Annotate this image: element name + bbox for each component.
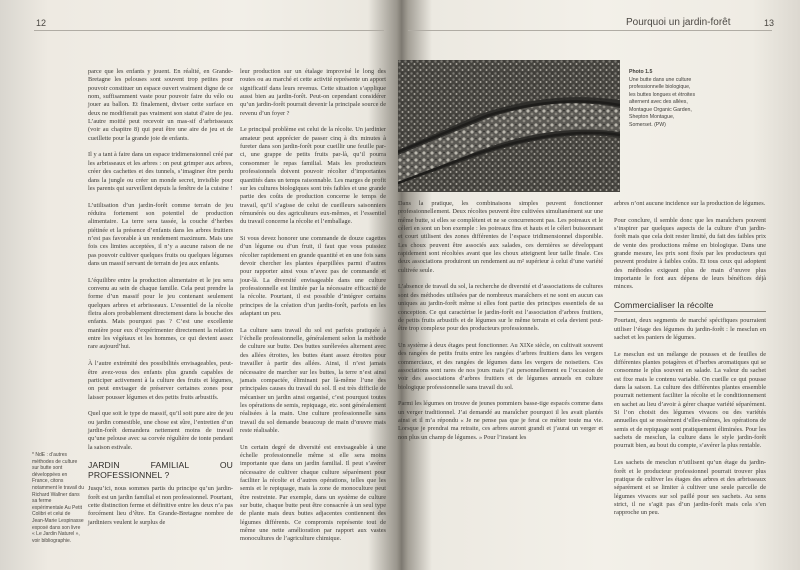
paragraph: L’utilisation d’un jardin-forêt comme terrain de jeu réduira fortement son potentiel de production alimentaire. La terre sera tassée, la couche d’herbes piétinée et la présence d’enfants dans les arbres fruitiers n’est pas favorable à un rendement maximum. Mais une fois ces limites acceptées, il n’y a aucune raison de ne pas pouvoir cultiver quelques fruits ou quelques légumes dans un massif servant de terrain de jeu aux enfants. xyxy=(88,201,233,267)
paragraph: Dans la pratique, les combinaisons simples peuvent fonctionner professionnellement. Deux récoltes peuvent être cultivées simultanément sur une même butte, si elles se complètent et ne se concurrencent pas. Les poireaux et le céleri en sont un bon exemple : les poireaux fins et hauts et le céleri buissonnant et court utilisent des zones différentes de l’espace tridimensionnel disponible. Les choux peuvent être associés aux salades, ces dernières se développant rapidement sont récoltées avant que les choux atteignent leur taille finale. Ces deux associations produiront un rendement au m² supérieur à celui d’une variété cultivée seule. xyxy=(398,200,603,274)
paragraph: Le principal problème est celui de la récolte. Un jardinier amateur peut apprécier de passer cinq à dix minutes à fureter dans son jardin-forêt pour cueillir une feuille par-ci, une grappe de petits fruits par-là, qu’il pourra consommer le repas familial. Mais les producteurs professionnels doivent pouvoir récolter d’importantes quantités dans un temps raisonnable. Les marges de profit sur les cultures biologiques sont très faibles et une grande partie des coûts de production concerne le temps de travail, qu’il s’agisse de celui de cueilleurs saisonniers rémunérés ou des agriculteurs eux-mêmes, et l’essentiel du travail concerne la récolte et l’emballage. xyxy=(240,126,386,226)
running-head: Pourquoi un jardin-forêt xyxy=(626,17,731,28)
paragraph: Il y a tant à faire dans un espace tridimensionnel créé par les arbrisseaux et les arbres : on peut grimper aux arbres, créer des cachettes et des tunnels, s’imaginer être perdu dans la jungle ou créer un monde secret, invisible pour les parents qui surveillent depuis la fenêtre de la cuisine ! xyxy=(88,151,233,192)
right-page-number: 13 xyxy=(764,18,775,28)
left-header-rule xyxy=(34,30,384,31)
section-heading: Commercialiser la récolte xyxy=(614,300,766,312)
paragraph: Jusqu’ici, nous sommes partis du principe qu’un jardin-forêt est un jardin familial et non professionnel. Pourtant, cette distinction ferme et définitive entre les deux n’a pas forcément lieu d’être. En Grande-Bretagne nombre de jardiniers veulent le surplus de xyxy=(88,485,233,526)
paragraph: Un certain degré de diversité est envisageable à une échelle professionnelle même si elle sera moins importante que dans un jardin familial. Il peut s’avérer nécessaire de cultiver chaque culture séparément pour faciliter la récolte et d’autres opérations, telles que les semis et le repiquage, mais la zone de monoculture peut être restreinte. Par exemple, dans un système de culture sur butte, chaque butte peut être consacrée à un seul type de plante mais deux buttes adjacentes contiennent des légumes différents. Ce compromis représente tout de même une nette amélioration par rapport aux vastes monocultures de l’agriculture chimique. xyxy=(240,443,386,543)
paragraph: Un système à deux étages peut fonctionner. Au XIXe siècle, on cultivait souvent des rangées de petits fruits entre les rangées d’arbres fruitiers dans les vergers commerciaux, et des rangées de légumes dans les vergers de noisetiers. Ces associations sont rares de nos jours mais j’ai personnellement eu l’occasion de voir des associations d’arbres fruitiers et de légumes annuels en culture biologique professionnelle sans travail du sol. xyxy=(398,341,603,391)
paragraph: Pour conclure, il semble donc que les maraîchers pouvent s’inspirer par quelques aspects de la culture d’un jardin-forêt mais que cela doit rester limité, du fait des faibles prix de vente des productions même en biologique. Dans une grande mesure, les prix sont fixés par les producteurs qui peuvent produire à faibles coûts. Et tous ceux qui adoptent des méthodes exigeant plus de main d’œuvre plus importante le font aux dépens de leurs bénéfices déjà minces. xyxy=(614,216,766,291)
right-column-1 xyxy=(398,200,603,451)
photo-image xyxy=(398,60,620,192)
paragraph: L’absence de travail du sol, la recherche de diversité et d’associations de cultures sont des méthodes utilisées par de nombreux maraîchers et ne sont en aucun cas uniques au jardin-forêt même si elles font partie des principes essentiels de sa conception. Ce qui caractérise le jardin-forêt est l’association d’arbres fruitiers, de petits fruits arbustifs et de légumes sur le même terrain et cela devient peut-être trop complexe pour des producteurs professionnels. xyxy=(398,283,603,333)
paragraph: Pourtant, deux segments de marché spécifiques pourraient utiliser l’étage des légumes du jardin-forêt : le mesclun en sachet et les paniers de légumes. xyxy=(614,317,766,341)
left-page-number: 12 xyxy=(36,18,47,28)
margin-note: * NdE : d’autres méthodes de culture sur butte sont développées en France, citons notamment le travail du Richard Wallner dans sa ferme expérimentale Au Petit Colibri et celui de Jean-Marie Lespinasse exposé dans son livre « Le Jardin Naturel », voir bibliographie. xyxy=(32,452,84,544)
paragraph: La culture sans travail du sol est parfois pratiquée à l’échelle professionnelle, généralement selon la méthode de culture sur butte. Des buttes surélevées alternent avec des allées étroites, les buttes étant assez étroites pour travailler à partir des allées. Ainsi, il n’est jamais nécessaire de marcher sur les buttes, la terre n’est ainsi jamais compactée, éliminant par là-même l’une des principales causes du travail du sol. Il est très difficile de mécaniser un jardin ainsi organisé, c’est pourquoi toutes les opérations de semis, repiquage, etc. sont généralement réalisées à la main. Une culture professionnelle sans travail du sol demande beaucoup de main d’œuvre mais reste réalisable. xyxy=(240,326,386,434)
section-heading: JARDIN FAMILIAL OU PROFESSIONNEL ? xyxy=(88,460,233,481)
paragraph: Parmi les légumes on trouve de jeunes pommiers basse-tige espacés comme dans un verger traditionnel. J’ai demandé au maraîcher pourquoi il les avait plantés ainsi et il m’a répondu « Je ne pense pas que je ferai ce métier toute ma vie. Lorsque je prendrai ma retraite, ces arbres auront grandi et j’aurai un verger et non plus un champ de légumes. » Pour l’instant les xyxy=(398,400,603,441)
photo-caption-text: Une butte dans une culture professionnelle biologique, les buttes longues et étroites alternent avec des allées, Montague Organic Garden, Shepton Montague, Somerset. (PW) xyxy=(629,76,696,128)
paragraph: À l’autre extrémité des possibilités envisageables, peut-être avez-vous des enfants plus grands capables de participer activement à la culture des fruits et légumes, on peut envisager de préserver certaines zones pour laisser pousser légumes et des petits fruits arbustifs. xyxy=(88,360,233,401)
paragraph: parce que les enfants y jouent. En réalité, en Grande-Bretagne les pelouses sont souvent trop petites pour pouvoir constituer un espace ouvert vraiment digne de ce nom, suffisamment vaste pour pouvoir faire du vélo ou jouer au ballon. Et finalement, diviser cette surface en deux ne modifierait pas vraiment son statut d’aire de jeu. L’autre moitié peut recevoir un mas-sif d’arbrisseaux (voir au chapitre 8) qui peut être une aire de jeu et de cueillette pour la grande joie de enfants. xyxy=(88,68,233,142)
photo-caption xyxy=(629,69,697,129)
paragraph: Les sachets de mesclun n’utilisent qu’un étage du jardin-forêt et le producteur professionnel pourrait trouver plus pratique de cultiver les étages des arbres et des arbrisseaux séparément et se limiter à cultiver une seule parcelle de légumes vivaces sur sol paillé pour ses sachets. Au sens strict, il ne s’agit pas d’un jardin-forêt mais cela s’en rapproche un peu. xyxy=(614,459,766,517)
photo-label: Photo 1.5 xyxy=(629,69,653,75)
right-header-rule xyxy=(408,30,772,31)
paragraph: L’équilibre entre la production alimentaire et le jeu sera convenu au sein de chaque famille. Cela peut prendre la forme d’un massif pour le jeu contenant seulement quelques arbres et arbrisseaux. L’essentiel de la récolte fleira alors probablement directement dans la bouche des enfants. Mais pourquoi pas ? C’est une excellente manière pour eux d’expérimenter directement la relation entre les végétaux et les hommes, ce qui devient assez rare aujourd’hui. xyxy=(88,276,233,351)
left-column-1 xyxy=(88,68,233,536)
paragraph: Si vous devez honorer une commande de douze cagettes d’un légume ou d’un fruit, il faut que vous puissiez récolter rapidement en grande quantité et en une fois sans devoir chercher les plantes éparpillées parmi d’autres pour rapporter ainsi vous n’avez pas de commande et jour-là. La diversité envisageable dans une culture professionnelle est limitée par la nécessaire efficacité de la récolte. Pourtant, il est possible d’intégrer certains principes de la création d’un jardin-forêt, parfois en les adaptant un peu. xyxy=(240,234,386,318)
left-column-2 xyxy=(240,68,386,552)
paragraph: Le mesclun est un mélange de pousses et de feuilles de différentes plantes potagères et d’herbes aromatiques qui se consomme le plus souvent en salade. La valeur du sachet est fixe mais le contenu variable. On cueille ce qui pousse dans la saison. La culture des différentes plantes ensemble pourrait nettement faciliter la récolte et le conditionnement en sachet au lieu d’avoir à gérer chaque variété séparément. Si l’on choisit des légumes vivaces ou des variétés annuelles qui se ressèment d’elles-mêmes, les opérations de semis et de repiquage sont pratiquement éliminées. Pour les sachets de mesclun, la culture dans le style jardin-forêt pourrait bien, au bout du compte, s’avérer la plus rentable. xyxy=(614,350,766,450)
right-column-2 xyxy=(614,200,766,526)
paragraph: arbres n’ont aucune incidence sur la production de légumes. xyxy=(614,200,766,207)
photo-raised-beds xyxy=(398,60,620,192)
paragraph: Quel que soit le type de massif, qu’il soit pure aire de jeu ou jardin comestible, une chose est sûre, l’entretien d’un jardin-forêt demandera nettement moins de travail qu’une pelouse avec sa corvée régulière de tonte pendant la saison estivale. xyxy=(88,410,233,451)
paragraph: leur production sur un étalage improvisé le long des routes ou au marché et cette activité représente un apport significatif dans leurs revenus. Cette situation s’applique aussi bien au jardin-forêt. Peut-on cependant considérer qu’un jardin-forêt pourrait devenir la principale source de revenu d’un foyer ? xyxy=(240,68,386,117)
